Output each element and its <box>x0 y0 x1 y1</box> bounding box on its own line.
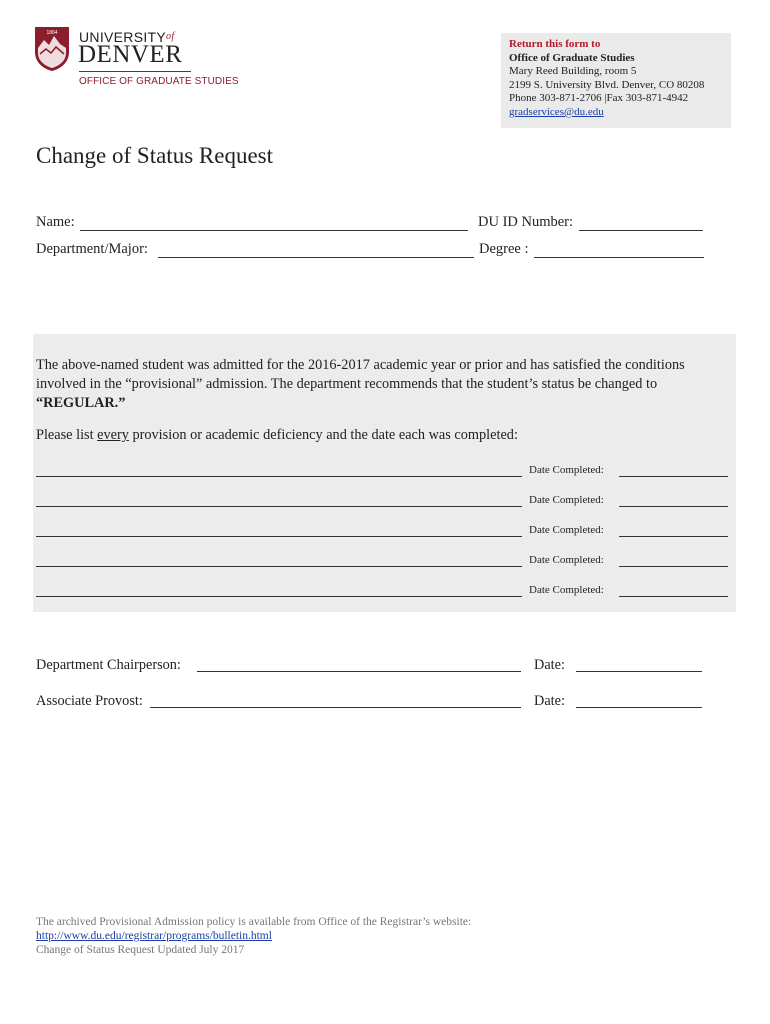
return-heading: Return this form to <box>509 38 601 50</box>
statement-text: The above-named student was admitted for the 2016-2017 academic year or prior and has satisfied the conditions involved in the “provisional” admission. The department recommends that the student’s status be changed to <box>36 357 685 392</box>
page-title: Change of Status Request <box>36 143 273 168</box>
department-field[interactable] <box>158 257 474 258</box>
date-completed-label-2: Date Completed: <box>529 494 604 506</box>
date-completed-field-4[interactable] <box>619 566 728 567</box>
degree-field[interactable] <box>534 257 704 258</box>
return-phone: Phone 303-871-2706 |Fax 303-871-4942 <box>509 92 689 105</box>
return-building: Mary Reed Building, room 5 <box>509 65 637 78</box>
logo-of-text: of <box>166 31 175 42</box>
date-completed-label-1: Date Completed: <box>529 464 604 476</box>
return-address-box <box>501 33 731 128</box>
department-label: Department/Major: <box>36 241 148 257</box>
provision-instruction: Please list every provision or academic deficiency and the date each was completed: <box>36 427 518 443</box>
degree-label: Degree : <box>479 241 529 257</box>
email-link[interactable]: gradservices@du.edu <box>509 105 604 118</box>
date-completed-field-1[interactable] <box>619 476 728 477</box>
du-id-field[interactable] <box>579 230 703 231</box>
logo-office-text: OFFICE OF GRADUATE STUDIES <box>79 76 239 87</box>
provision-field-5[interactable] <box>36 596 522 597</box>
emphasis-every: every <box>97 427 129 443</box>
logo-university-text: $UNIVERSITY^{of}$ <box>79 29 175 45</box>
footer <box>36 915 471 957</box>
provision-field-2[interactable] <box>36 506 522 507</box>
university-logo <box>34 26 239 92</box>
return-address: 2199 S. University Blvd. Denver, CO 80208 <box>509 78 705 91</box>
return-office: Office of Graduate Studies <box>509 51 635 64</box>
provost-date-field[interactable] <box>576 707 702 708</box>
provost-date-label: Date: <box>534 693 565 709</box>
provision-field-3[interactable] <box>36 536 522 537</box>
date-completed-field-5[interactable] <box>619 596 728 597</box>
provost-label: Associate Provost: <box>36 693 143 709</box>
logo-denver-text: DENVER <box>78 41 183 68</box>
name-field[interactable] <box>80 230 468 231</box>
footer-note: The archived Provisional Admission policy is available from Office of the Registrar’s website: <box>36 916 472 928</box>
chair-date-field[interactable] <box>576 671 702 672</box>
footer-updated: Change of Status Request Updated July 2017 <box>36 944 245 956</box>
du-id-label: DU ID Number: <box>478 214 574 230</box>
provision-field-4[interactable] <box>36 566 522 567</box>
chairperson-label: Department Chairperson: <box>36 657 181 673</box>
date-completed-label-4: Date Completed: <box>529 554 604 566</box>
chair-date-label: Date: <box>534 657 565 673</box>
date-completed-field-2[interactable] <box>619 506 728 507</box>
statement-paragraph <box>36 356 736 413</box>
provost-signature-field[interactable] <box>150 707 521 708</box>
svg-text:1864: 1864 <box>46 30 58 36</box>
date-completed-label-3: Date Completed: <box>529 524 604 536</box>
status-regular: “REGULAR.” <box>36 395 126 411</box>
name-label: Name: <box>36 214 75 230</box>
provision-field-1[interactable] <box>36 476 522 477</box>
logo-divider <box>79 71 191 72</box>
date-completed-field-3[interactable] <box>619 536 728 537</box>
university-seal-icon <box>34 26 70 72</box>
date-completed-label-5: Date Completed: <box>529 584 604 596</box>
bulletin-link[interactable]: http://www.du.edu/registrar/programs/bulletin.html <box>36 930 272 942</box>
chairperson-signature-field[interactable] <box>197 671 521 672</box>
